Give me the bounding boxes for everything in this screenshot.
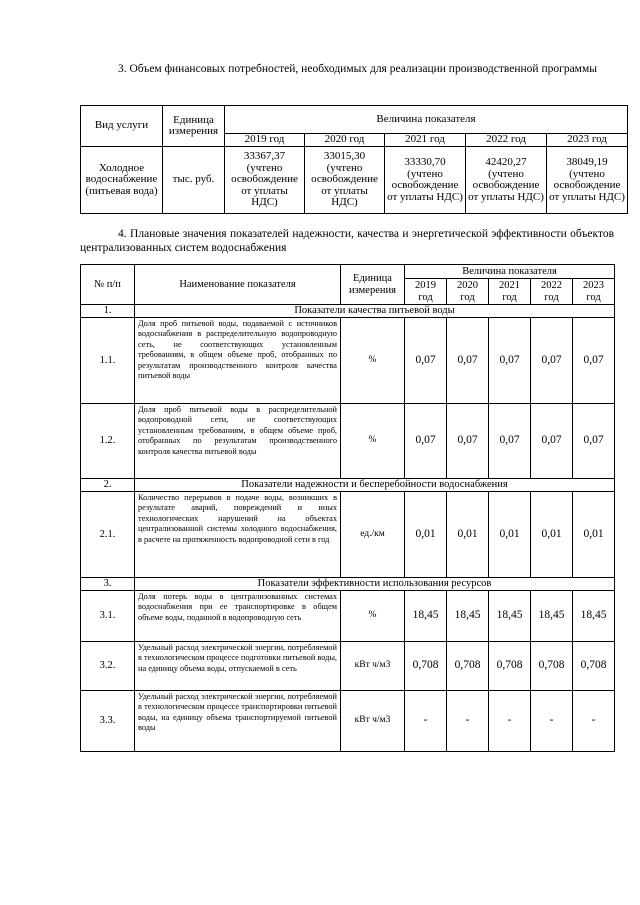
indicator-name: Доля проб питьевой воды в распределительной водопроводной сети, не соответствующих установленным требованиям, в общем объеме проб, отобранных по результатам производственного контроля качества питьевой воды	[135, 404, 341, 479]
col-header-num: № п/п	[81, 265, 135, 305]
indicator-value: 0,07	[489, 404, 531, 479]
cost-value: 33367,37 (учтено освобождение от уплаты НДС)	[225, 147, 305, 214]
section4-heading-text: 4. Плановые значения показателей надежности, качества и энергетической эффективности объектов централизованных систем водоснабжения	[80, 228, 614, 254]
indicator-value: 0,07	[447, 404, 489, 479]
section-num: 3.	[81, 578, 135, 591]
year-header: 2019 год	[405, 279, 447, 305]
indicator-value: 0,708	[531, 642, 573, 691]
indicator-value: 0,708	[489, 642, 531, 691]
section-title: Показатели надежности и бесперебойности водоснабжения	[135, 479, 615, 492]
service-name: Холодное водоснабжение (питьевая вода)	[81, 147, 163, 214]
indicator-value: -	[489, 691, 531, 752]
performance-indicators-table	[80, 264, 615, 752]
indicator-value: 18,45	[489, 591, 531, 642]
service-unit: тыс. руб.	[163, 147, 225, 214]
year-header: 2021 год	[489, 279, 531, 305]
table-row	[81, 591, 615, 642]
row-num: 3.2.	[81, 642, 135, 691]
indicator-value: 0,01	[447, 492, 489, 578]
indicator-value: 18,45	[405, 591, 447, 642]
cost-value: 38049,19 (учтено освобождение от уплаты НДС)	[547, 147, 628, 214]
col-header-value: Величина показателя	[405, 265, 615, 279]
section-row	[81, 578, 615, 591]
indicator-value: 0,708	[447, 642, 489, 691]
cost-value: 33015,30 (учтено освобождение от уплаты НДС)	[305, 147, 385, 214]
table-row	[81, 492, 615, 578]
year-header: 2022 год	[466, 134, 547, 147]
indicator-value: 0,708	[405, 642, 447, 691]
row-num: 2.1.	[81, 492, 135, 578]
section3-heading	[80, 62, 612, 76]
table-row	[81, 404, 615, 479]
indicator-value: 0,01	[405, 492, 447, 578]
indicator-name: Доля проб питьевой воды, подаваемой с источников водоснабжения в распределительную водопроводную сеть, не соответствующих установленным требованиям, в общем объеме проб, отобранных по результатам производственного контроля качества питьевой воды	[135, 318, 341, 404]
indicator-value: 0,07	[531, 318, 573, 404]
section-num: 1.	[81, 305, 135, 318]
section4-heading	[80, 227, 614, 255]
year-header: 2022 год	[531, 279, 573, 305]
section-title: Показатели эффективности использования ресурсов	[135, 578, 615, 591]
year-header: 2023 год	[573, 279, 615, 305]
indicator-unit: %	[341, 318, 405, 404]
table-row	[81, 691, 615, 752]
year-header: 2020 год	[305, 134, 385, 147]
indicator-value: 18,45	[531, 591, 573, 642]
indicator-value: 0,708	[573, 642, 615, 691]
table-row	[81, 642, 615, 691]
row-num: 1.1.	[81, 318, 135, 404]
year-header: 2021 год	[385, 134, 466, 147]
indicator-value: 0,07	[447, 318, 489, 404]
indicator-unit: кВт ч/м3	[341, 691, 405, 752]
financial-needs-table	[80, 105, 628, 214]
col-header-value: Величина показателя	[225, 106, 628, 134]
indicator-value: 0,07	[531, 404, 573, 479]
indicator-unit: кВт ч/м3	[341, 642, 405, 691]
indicator-value: 0,07	[573, 318, 615, 404]
indicator-name: Количество перерывов в подаче воды, возникших в результате аварий, повреждений и иных технологических нарушений на объектах централизованной системы холодного водоснабжения, в расчете на протяженность водопроводной сети в год	[135, 492, 341, 578]
indicator-value: -	[405, 691, 447, 752]
indicator-unit: %	[341, 591, 405, 642]
indicator-unit: ед./км	[341, 492, 405, 578]
section-row	[81, 305, 615, 318]
year-header: 2023 год	[547, 134, 628, 147]
indicator-value: 0,07	[489, 318, 531, 404]
row-num: 3.3.	[81, 691, 135, 752]
indicator-unit: %	[341, 404, 405, 479]
indicator-name: Доля потерь воды в централизованных системах водоснабжения при ее транспортировке в общем объеме воды, поданной в водопроводную сеть	[135, 591, 341, 642]
year-header: 2020 год	[447, 279, 489, 305]
col-header-name: Наименование показателя	[135, 265, 341, 305]
section-row	[81, 479, 615, 492]
indicator-value: -	[447, 691, 489, 752]
indicator-value: 0,01	[573, 492, 615, 578]
row-num: 3.1.	[81, 591, 135, 642]
col-header-unit: Единица измерения	[341, 265, 405, 305]
indicator-value: -	[573, 691, 615, 752]
cost-value: 33330,70 (учтено освобождение от уплаты НДС)	[385, 147, 466, 214]
year-header: 2019 год	[225, 134, 305, 147]
row-num: 1.2.	[81, 404, 135, 479]
indicator-name: Удельный расход электрической энергии, потребляемой в технологическом процессе транспортировки питьевой воды, на единицу объема транспортируемой питьевой воды	[135, 691, 341, 752]
indicator-value: 18,45	[573, 591, 615, 642]
section-num: 2.	[81, 479, 135, 492]
indicator-value: 0,07	[405, 318, 447, 404]
cost-value: 42420,27 (учтено освобождение от уплаты НДС)	[466, 147, 547, 214]
section3-heading-text: 3. Объем финансовых потребностей, необходимых для реализации производственной программы	[118, 63, 597, 75]
indicator-value: 0,07	[573, 404, 615, 479]
col-header-unit: Единица измерения	[163, 106, 225, 147]
indicator-value: 0,01	[489, 492, 531, 578]
indicator-value: 0,01	[531, 492, 573, 578]
indicator-value: 18,45	[447, 591, 489, 642]
indicator-value: -	[531, 691, 573, 752]
indicator-name: Удельный расход электрической энергии, потребляемой в технологическом процессе подготовки питьевой воды, на единицу объема воды, отпускаемой в сеть	[135, 642, 341, 691]
indicator-value: 0,07	[405, 404, 447, 479]
section-title: Показатели качества питьевой воды	[135, 305, 615, 318]
table-row	[81, 318, 615, 404]
col-header-service: Вид услуги	[81, 106, 163, 147]
